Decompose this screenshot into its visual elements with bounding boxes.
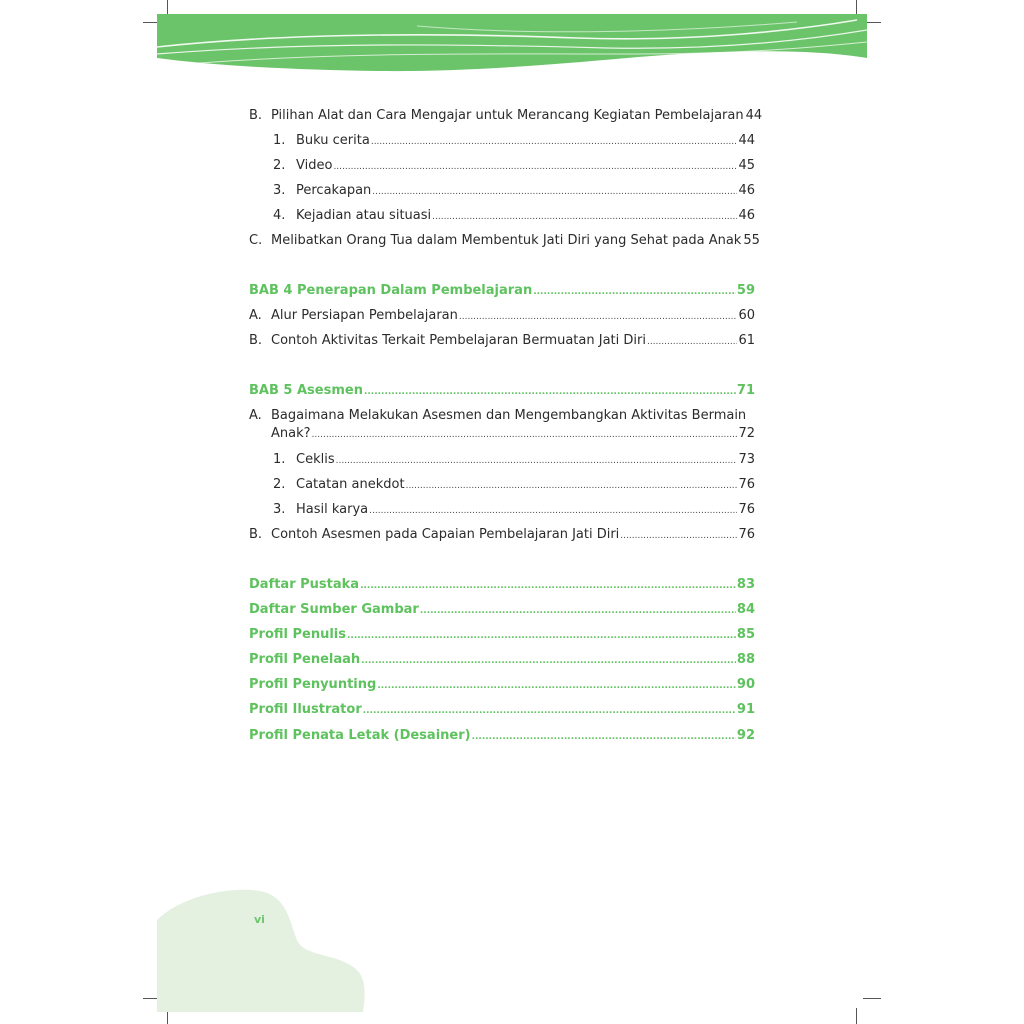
toc-leader	[459, 308, 738, 325]
toc-title: Daftar Sumber Gambar	[249, 602, 419, 617]
toc-leader	[406, 477, 738, 494]
toc-title: BAB 4 Penerapan Dalam Pembelajaran	[249, 283, 533, 298]
toc-title: Contoh Aktivitas Terkait Pembelajaran Bermuatan Jati Diri	[271, 333, 646, 348]
toc-marker: B.	[249, 527, 263, 542]
toc-marker: 4.	[273, 208, 286, 223]
toc-entry-b-pilihan-alat[interactable]	[249, 108, 763, 125]
toc-page: 60	[738, 308, 755, 323]
toc-page: 83	[736, 577, 755, 592]
toc-entry-profil-penyunting[interactable]	[249, 677, 755, 694]
toc-title: Ceklis	[296, 452, 335, 467]
toc-page: 90	[736, 677, 755, 692]
toc-marker: 2.	[273, 477, 286, 492]
toc-page: 45	[738, 158, 755, 173]
toc-title: BAB 5 Asesmen	[249, 383, 363, 398]
toc-title: Contoh Asesmen pada Capaian Pembelajaran Jati Diri	[271, 527, 620, 542]
toc-title: Buku cerita	[296, 133, 370, 148]
toc-marker: 3.	[273, 502, 286, 517]
toc-leader	[620, 527, 737, 544]
toc-marker: 1.	[273, 133, 286, 148]
toc-leader	[472, 728, 736, 745]
toc-leader	[420, 602, 736, 619]
toc-page: 91	[736, 702, 755, 717]
toc-entry-hasil-karya[interactable]	[273, 502, 755, 519]
toc-title: Profil Penata Letak (Desainer)	[249, 728, 471, 743]
toc-title: Hasil karya	[296, 502, 369, 517]
toc-page: 88	[736, 652, 755, 667]
toc-entry-profil-penelaah[interactable]	[249, 652, 755, 669]
page-number: vi	[254, 913, 265, 926]
toc-page: 46	[738, 183, 755, 198]
toc-page: 44	[745, 108, 763, 123]
toc-entry-bab-4[interactable]	[249, 283, 755, 300]
toc-leader	[647, 333, 737, 350]
toc-marker: B.	[249, 333, 263, 348]
toc-title: Profil Penelaah	[249, 652, 361, 667]
toc-marker: 3.	[273, 183, 286, 198]
toc-leader	[347, 627, 736, 644]
toc-leader	[432, 208, 737, 225]
toc-entry-kejadian[interactable]	[273, 208, 755, 225]
toc-entry-profil-ilustrator[interactable]	[249, 702, 755, 719]
toc-title: Profil Penulis	[249, 627, 346, 642]
toc-page: 55	[743, 233, 760, 248]
toc-title: Pilihan Alat dan Cara Mengajar untuk Merancang Kegiatan Pembelajaran	[271, 108, 744, 123]
toc-leader	[363, 702, 736, 719]
toc-entry-catatan-anekdot[interactable]	[273, 477, 755, 494]
toc-marker: 2.	[273, 158, 286, 173]
toc-title: Daftar Pustaka	[249, 577, 360, 592]
toc-title: Video	[296, 158, 333, 173]
toc-entry-a-bagaimana-asesmen-continued[interactable]	[271, 426, 755, 443]
toc-marker: B.	[249, 108, 263, 123]
toc-marker: 1.	[273, 452, 286, 467]
toc-page: 84	[736, 602, 755, 617]
toc-entry-b-contoh-aktivitas[interactable]	[249, 333, 755, 350]
toc-entry-profil-penulis[interactable]	[249, 627, 755, 644]
crop-mark-bottom-right-v	[856, 1008, 857, 1024]
toc-title: Alur Persiapan Pembelajaran	[271, 308, 458, 323]
toc-title: Profil Ilustrator	[249, 702, 362, 717]
toc-leader	[364, 383, 736, 400]
toc-leader	[369, 502, 737, 519]
toc-page: 46	[738, 208, 755, 223]
toc-title: Profil Penyunting	[249, 677, 377, 692]
toc-entry-c-melibatkan-orang-tua[interactable]	[249, 233, 760, 250]
toc-marker: A.	[249, 308, 262, 323]
toc-leader	[360, 577, 736, 594]
toc-page: 59	[736, 283, 755, 298]
toc-entry-daftar-sumber-gambar[interactable]	[249, 602, 755, 619]
toc-entry-a-bagaimana-asesmen[interactable]	[249, 408, 755, 424]
toc-page: 85	[736, 627, 755, 642]
toc-entry-daftar-pustaka[interactable]	[249, 577, 755, 594]
crop-mark-bottom-right-h	[863, 998, 881, 999]
toc-leader	[361, 652, 736, 669]
toc-entry-profil-penata-letak[interactable]	[249, 728, 755, 745]
toc-title: Percakapan	[296, 183, 372, 198]
toc-page: 76	[738, 502, 755, 517]
toc-leader	[333, 158, 737, 175]
toc-title-continued: Anak?	[271, 426, 311, 441]
toc-title: Catatan anekdot	[296, 477, 405, 492]
bottom-blob-decoration	[157, 880, 367, 1012]
toc-page: 92	[736, 728, 755, 743]
toc-page: 72	[738, 426, 755, 441]
toc-entry-ceklis[interactable]	[273, 452, 755, 469]
header-wave-decoration	[157, 14, 867, 76]
toc-page: 73	[738, 452, 755, 467]
toc-page: 76	[738, 527, 755, 542]
toc-entry-bab-5[interactable]	[249, 383, 755, 400]
toc-page: 71	[736, 383, 755, 398]
toc-title: Melibatkan Orang Tua dalam Membentuk Jati Diri yang Sehat pada Anak	[271, 233, 742, 248]
toc-leader	[533, 283, 736, 300]
toc-leader	[371, 133, 738, 150]
toc-page: 61	[738, 333, 755, 348]
toc-leader	[377, 677, 736, 694]
toc-entry-buku-cerita[interactable]	[273, 133, 755, 150]
toc-marker: A.	[249, 408, 262, 423]
toc-page: 44	[738, 133, 755, 148]
toc-marker: C.	[249, 233, 263, 248]
toc-entry-percakapan[interactable]	[273, 183, 755, 200]
toc-entry-a-alur-persiapan[interactable]	[249, 308, 755, 325]
toc-leader	[312, 426, 738, 443]
toc-leader	[336, 452, 738, 469]
toc-title: Bagaimana Melakukan Asesmen dan Mengembangkan Aktivitas Bermain	[271, 408, 747, 423]
toc-page: 76	[738, 477, 755, 492]
toc-entry-video[interactable]	[273, 158, 755, 175]
toc-entry-b-contoh-asesmen[interactable]	[249, 527, 755, 544]
toc-title: Kejadian atau situasi	[296, 208, 432, 223]
toc-leader	[372, 183, 737, 200]
